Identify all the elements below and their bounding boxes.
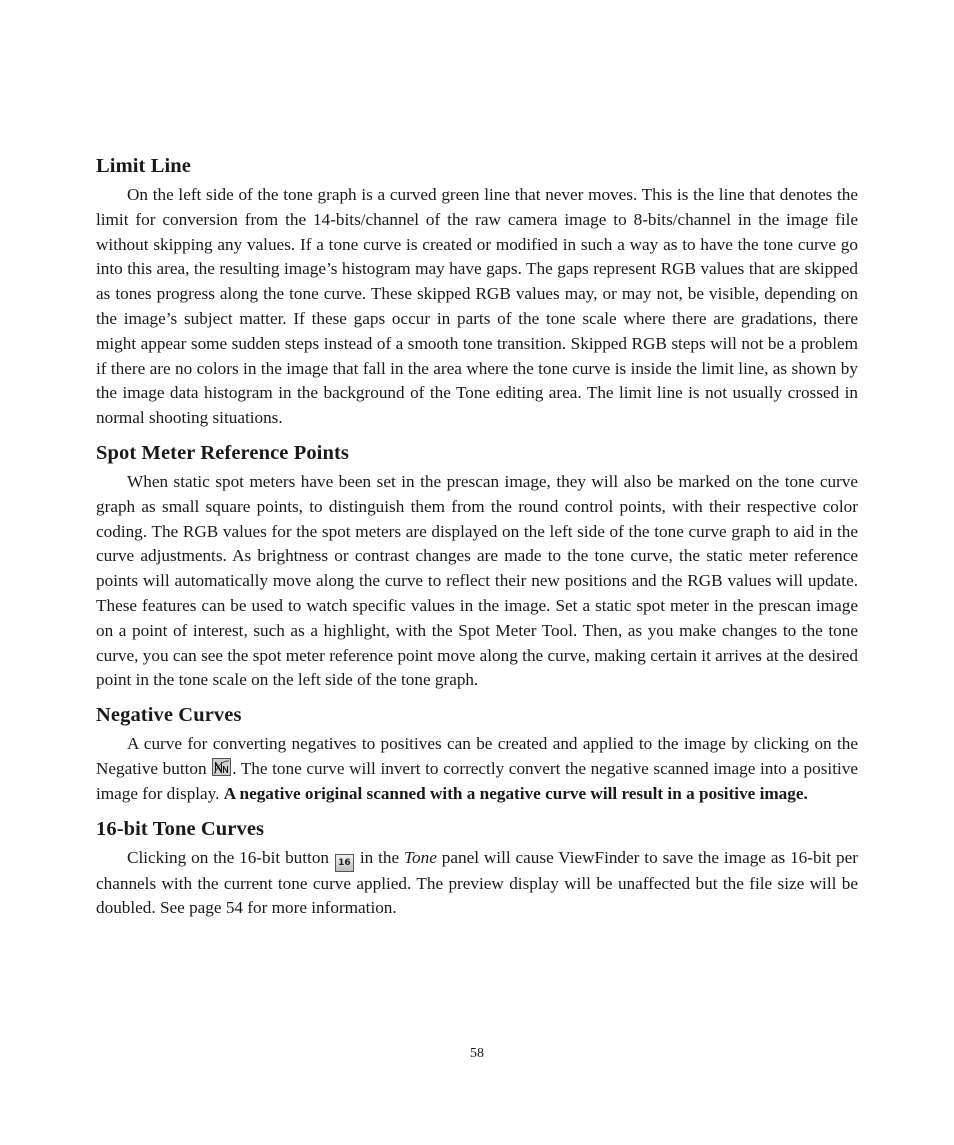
16bit-text-before: Clicking on the 16-bit button [127, 847, 334, 867]
negative-text-after: . The tone curve will invert to correctly convert the negative scanned image into a positive image for display. [96, 758, 858, 803]
section-limit-line [96, 152, 858, 431]
16bit-text-after: panel will cause ViewFinder to save the image as 16-bit per channels with the current tone curve applied. The preview display will be unaffected but the file size will be doubled. See page 54 for more information. [96, 847, 858, 918]
section-spot-meter [96, 439, 858, 693]
section-16bit-curves [96, 815, 858, 922]
tone-panel-name: Tone [404, 847, 437, 867]
16bit-button-icon: 16 [335, 854, 354, 872]
page-number: 58 [470, 1046, 484, 1061]
16bit-text-between: in the [354, 847, 405, 867]
document-body [96, 152, 858, 931]
heading-spot-meter: Spot Meter Reference Points [96, 441, 349, 464]
negative-text-before: A curve for converting negatives to positives can be created and applied to the image by clicking on the Negative button [96, 734, 858, 778]
heading-limit-line: Limit Line [96, 155, 191, 177]
paragraph-spot-meter: When static spot meters have been set in the prescan image, they will also be marked on the tone curve graph as small square points, to distinguish them from the round control points, with their respective color coding. The RGB values for the spot meters are displayed on the left side of the tone curve graph to aid in the curve adjustments. As brightness or contrast changes are made to the tone curve, the static meter reference points will automatically move along the curve to reflect their new positions and the RGB values will update. These features can be used to watch specific values in the image. Set a static spot meter in the prescan image on a point of interest, such as a highlight, with the Spot Meter Tool. Then, as you make changes to the tone curve, you can see the spot meter reference point move along the curve, making certain it arrives at the desired point in the tone scale on the left side of the tone graph. [96, 471, 858, 690]
heading-16bit-curves: 16-bit Tone Curves [96, 817, 265, 840]
heading-negative-curves: Negative Curves [96, 704, 242, 727]
paragraph-negative-curves [96, 732, 858, 806]
paragraph-16bit-curves [96, 846, 858, 922]
paragraph-limit-line: On the left side of the tone graph is a curved green line that never moves. This is the line that denotes the limit for conversion from the 14-bits/channel of the raw camera image to 8-bits/channel in the image file without skipping any values. If a tone curve is created or modified in such a way as to have the tone curve go into this area, the resulting image’s histogram may have gaps. The gaps represent RGB values that are skipped as tones progress along the tone curve. These skipped RGB values may, or may not, be visible, depending on the image’s subject matter. If these gaps occur in parts of the tone scale where there are gradations, there might appear some sudden steps instead of a smooth tone transition. Skipped RGB steps will not be a problem if there are no colors in the image that fall in the area where the tone curve is inside the limit line, as shown by the image data histogram in the background of the Tone editing area. The limit line is not usually crossed in normal shooting situations. [96, 185, 858, 428]
section-negative-curves [96, 701, 858, 806]
negative-bold-note: A negative original scanned with a negative curve will result in a positive image. [223, 783, 808, 803]
negative-button-icon [212, 758, 231, 776]
